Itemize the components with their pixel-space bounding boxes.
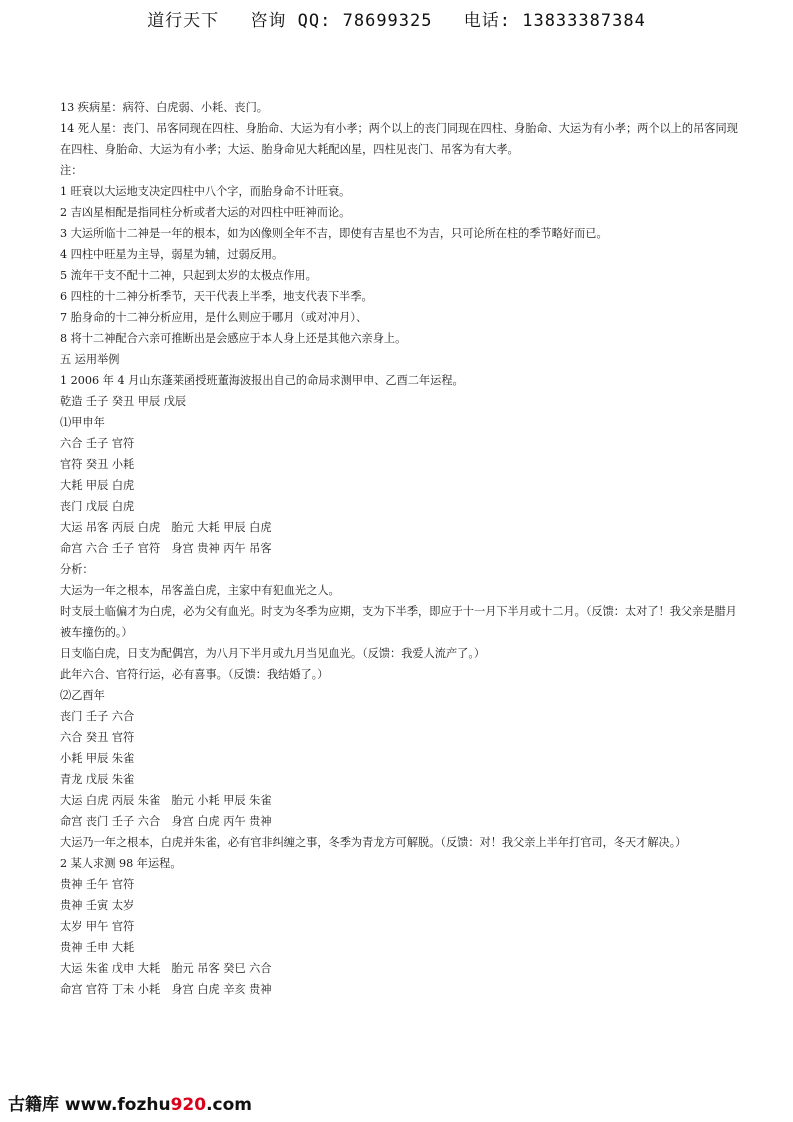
text-line: 命宫 六合 壬子 官符 身宫 贵神 丙午 吊客 xyxy=(60,542,272,555)
header-phone: 电话: 13833387384 xyxy=(463,11,646,31)
text-line: 大运 白虎 丙辰 朱雀 胎元 小耗 甲辰 朱雀 xyxy=(60,794,272,807)
text-line: 大运 吊客 丙辰 白虎 胎元 大耗 甲辰 白虎 xyxy=(60,521,272,534)
text-line: 太岁 甲午 官符 xyxy=(60,920,135,933)
text-line: 7 胎身命的十二神分析应用，是什么则应于哪月（或对冲月）、 xyxy=(60,311,368,324)
document-body xyxy=(60,97,740,1000)
text-line: 4 四柱中旺星为主导，弱星为辅，过弱反用。 xyxy=(60,248,284,261)
text-line: 乾造 壬子 癸丑 甲辰 戊辰 xyxy=(60,395,187,408)
text-line: 命宫 丧门 壬子 六合 身宫 白虎 丙午 贵神 xyxy=(60,815,272,828)
header-title: 道行天下 xyxy=(147,11,220,31)
section-heading: 五 运用举例 xyxy=(60,353,120,366)
footer-watermark xyxy=(8,1090,252,1115)
text-line: 2 某人求测 98 年运程。 xyxy=(60,857,182,870)
text-line: 丧门 戊辰 白虎 xyxy=(60,500,135,513)
text-line: 大运乃一年之根本，白虎并朱雀，必有官非纠缠之事，冬季为青龙方可解脱。（反馈：对！我父亲上半年打官司，冬天才解决。） xyxy=(60,836,687,849)
text-line: 贵神 壬申 大耗 xyxy=(60,941,135,954)
text-line: 丧门 壬子 六合 xyxy=(60,710,135,723)
text-line: 8 将十二神配合六亲可推断出是会感应于本人身上还是其他六亲身上。 xyxy=(60,332,407,345)
footer-highlight: 920 xyxy=(170,1095,207,1115)
text-line: 大运为一年之根本，吊客盖白虎，主家中有犯血光之人。 xyxy=(60,584,340,597)
text-line: 时支辰土临偏才为白虎，必为父有血光。时支为冬季为应期，支为下半季，即应于十一月下半月或十二月。（反馈：太对了！我父亲是腊月被车撞伤的。） xyxy=(60,605,737,639)
text-line: 1 2006 年 4 月山东蓬莱函授班董海波报出自己的命局求测甲申、乙酉二年运程。 xyxy=(60,374,464,387)
text-line: 六合 癸丑 官符 xyxy=(60,731,135,744)
text-line: 5 流年干支不配十二神，只起到太岁的太极点作用。 xyxy=(60,269,317,282)
text-line: 贵神 壬寅 太岁 xyxy=(60,899,135,912)
subheading: ⑵乙酉年 xyxy=(60,689,105,702)
text-line: 日支临白虎，日支为配偶宫，为八月下半月或九月当见血光。（反馈：我爱人流产了。） xyxy=(60,647,486,660)
text-line: 1 旺衰以大运地支决定四柱中八个字，而胎身命不计旺衰。 xyxy=(60,185,351,198)
text-line: 注： xyxy=(60,164,83,177)
text-line: 此年六合、官符行运，必有喜事。（反馈：我结婚了。） xyxy=(60,668,329,681)
text-line: 六合 壬子 官符 xyxy=(60,437,135,450)
text-line: 官符 癸丑 小耗 xyxy=(60,458,135,471)
text-line: 大运 朱雀 戊申 大耗 胎元 吊客 癸巳 六合 xyxy=(60,962,272,975)
text-line: 13 疾病星：病符、白虎弱、小耗、丧门。 xyxy=(60,101,268,114)
subheading: ⑴甲申年 xyxy=(60,416,105,429)
header-qq: 咨询 QQ: 78699325 xyxy=(250,11,433,31)
text-line: 3 大运所临十二神是一年的根本，如为凶像则全年不吉，即使有吉星也不为吉，只可论所在柱的季节略好而已。 xyxy=(60,227,608,240)
page-header xyxy=(0,6,793,31)
text-line: 贵神 壬午 官符 xyxy=(60,878,135,891)
text-line: 6 四柱的十二神分析季节，天干代表上半季，地支代表下半季。 xyxy=(60,290,373,303)
footer-prefix: 古籍库 www.fozhu xyxy=(8,1095,171,1115)
text-line: 小耗 甲辰 朱雀 xyxy=(60,752,135,765)
text-line: 大耗 甲辰 白虎 xyxy=(60,479,135,492)
text-line: 青龙 戊辰 朱雀 xyxy=(60,773,135,786)
text-line: 2 吉凶星相配是指同柱分析或者大运的对四柱中旺神而论。 xyxy=(60,206,351,219)
text-line: 14 死人星：丧门、吊客同现在四柱、身胎命、大运为有小孝；两个以上的丧门同现在四柱、身胎命、大运为有小孝；两个以上的吊客同现在四柱、身胎命、大运为有小孝；大运、胎身命见大耗配凶星，四柱见丧门、吊客为有大孝。 xyxy=(60,122,738,156)
text-line: 分析： xyxy=(60,563,94,576)
text-line: 命宫 官符 丁未 小耗 身宫 白虎 辛亥 贵神 xyxy=(60,983,272,996)
footer-suffix: .com xyxy=(206,1095,253,1115)
